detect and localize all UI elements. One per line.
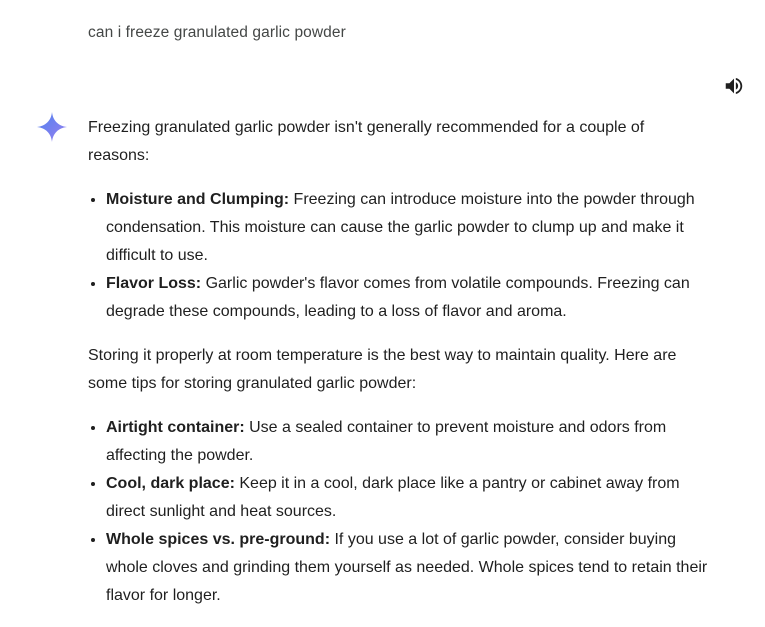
list-item-term: Airtight container: (106, 419, 245, 436)
speaker-volume-icon (723, 75, 745, 97)
list-item (106, 270, 708, 326)
list-item (106, 470, 708, 526)
list-item-text: If you use a lot of garlic powder, consider buying whole cloves and grinding them yourself as needed. Whole spices tend to retain their flavor for longer. (106, 531, 708, 604)
storing-intro: Storing it properly at room temperature is the best way to maintain quality. Here are some tips for storing granulated garlic powder: (88, 347, 677, 392)
list-item (106, 414, 708, 470)
tips-list (88, 414, 708, 610)
reasons-list (88, 186, 708, 326)
list-item-text: Freezing can introduce moisture into the powder through condensation. This moisture can cause the garlic powder to clump up and make it difficult to use. (106, 191, 695, 264)
list-item-text: Use a sealed container to prevent moisture and odors from affecting the powder. (106, 419, 667, 464)
list-item-term: Cool, dark place: (106, 475, 235, 492)
list-item-text: Garlic powder's flavor comes from volatile compounds. Freezing can degrade these compounds, leading to a loss of flavor and aroma. (106, 275, 690, 320)
list-item-term: Whole spices vs. pre-ground: (106, 531, 331, 548)
user-query-text: can i freeze granulated garlic powder (88, 24, 346, 41)
read-aloud-button[interactable] (722, 74, 746, 98)
list-item (106, 526, 708, 610)
response-intro: Freezing granulated garlic powder isn't generally recommended for a couple of reasons: (88, 119, 645, 164)
list-item-term: Flavor Loss: (106, 275, 202, 292)
assistant-response (88, 114, 708, 610)
list-item (106, 186, 708, 270)
gemini-sparkle-icon (36, 111, 68, 143)
list-item-text: Keep it in a cool, dark place like a pantry or cabinet away from direct sunlight and heat sources. (106, 475, 680, 520)
list-item-term: Moisture and Clumping: (106, 191, 290, 208)
